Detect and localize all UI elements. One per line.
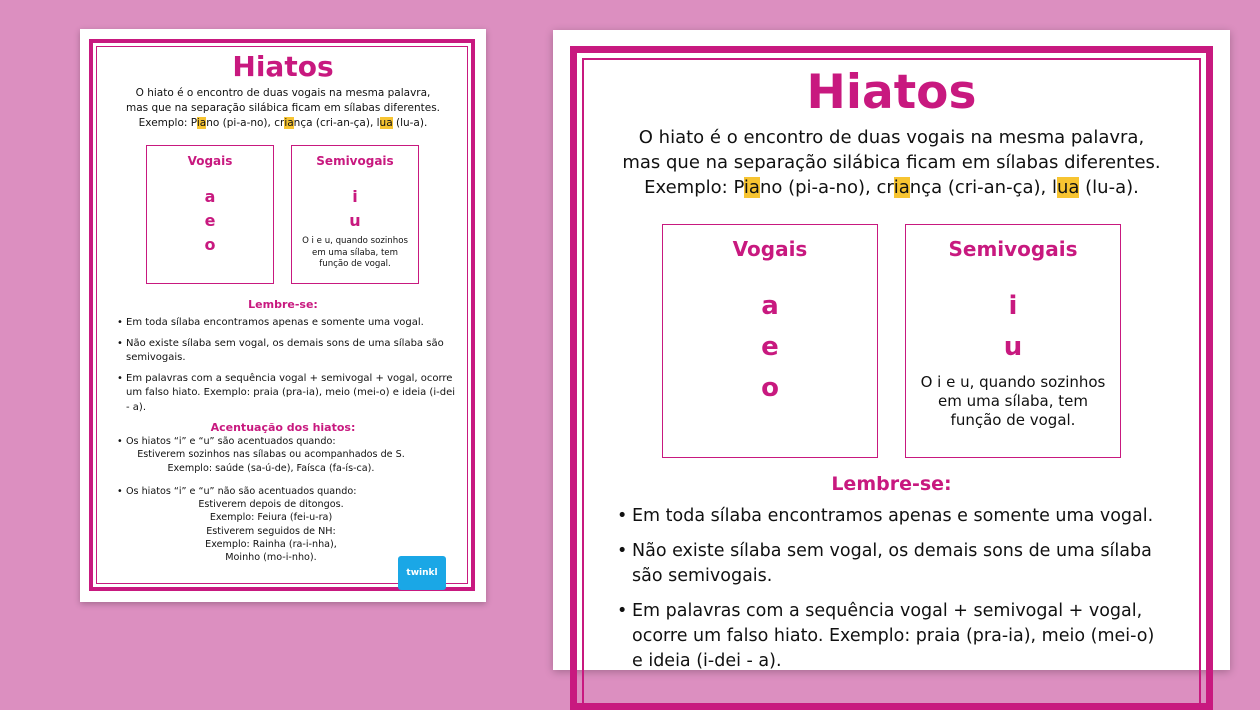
semivogais-letters: i u <box>1003 291 1023 362</box>
semivogais-note: O i e u, quando sozinhos em uma sílaba, tem função de vogal. <box>920 373 1106 429</box>
intro-example: Exemplo: Piano (pi-a-no), criança (cri-an-ça), lua (lu-a). <box>644 177 1139 198</box>
intro-line-2: mas que na separação silábica ficam em sílabas diferentes. <box>125 102 440 114</box>
intro-example: Exemplo: Piano (pi-a-no), criança (cri-an-ça), lua (lu-a). <box>138 117 428 129</box>
intro-line-1: O hiato é o encontro de duas vogais na mesma palavra, <box>638 127 1145 148</box>
vowel-boxes <box>80 145 486 289</box>
list-item: • Em toda sílaba encontramos apenas e somente uma vogal. <box>126 316 456 331</box>
vogais-box <box>662 224 878 458</box>
intro-text <box>553 125 1230 200</box>
poster-thumbnail[interactable] <box>80 29 486 602</box>
list-item: • Em palavras com a sequência vogal + semivogal + vogal, ocorre um falso hiato. Exemplo: praia (pra-ia), meio (mei-o) e ideia (i-dei - a). <box>632 599 1170 674</box>
acentuacao-text: • Os hiatos “i” e “u” são acentuados quando: Estiverem sozinhos nas sílabas ou acompanhados de S. Exemplo: saúde (sa-ú-de), Faísca (fa-ís-ca). • Os hiatos “i” e “u” não são acentuados quando: Estiverem depois de ditongos. Exemplo: Feiura (fei-u-ra) Estiverem seguidos de NH: Exemplo: Rainha (ra-i-nha), Moinho (mo-i-nho). <box>80 435 486 565</box>
vogais-heading: Vogais <box>187 154 233 168</box>
semivogais-note: O i e u, quando sozinhos em uma sílaba, tem função de vogal. <box>302 236 408 269</box>
semivogais-heading: Semivogais <box>948 237 1078 261</box>
highlight: ua <box>379 117 393 129</box>
highlight: ua <box>1056 177 1080 198</box>
semivogais-box <box>291 145 419 284</box>
twinkl-logo: twinkl <box>398 556 446 590</box>
vogais-letters: a e o <box>761 291 779 403</box>
poster-zoomed[interactable] <box>553 30 1230 670</box>
lembre-title: Lembre-se: <box>248 298 318 311</box>
list-item: • Não existe sílaba sem vogal, os demais sons de uma sílaba são semivogais. <box>126 337 456 366</box>
list-item: • Em toda sílaba encontramos apenas e somente uma vogal. <box>632 504 1170 529</box>
intro-line-1: O hiato é o encontro de duas vogais na mesma palavra, <box>135 87 431 99</box>
semivogais-heading: Semivogais <box>316 154 394 168</box>
semivogais-letters: i u <box>349 187 361 230</box>
acentuacao-title: Acentuação dos hiatos: <box>210 421 356 434</box>
lembre-list <box>553 504 1230 674</box>
poster-content <box>80 50 486 565</box>
highlight: ia <box>893 177 910 198</box>
intro-line-2: mas que na separação silábica ficam em sílabas diferentes. <box>622 152 1161 173</box>
poster-content <box>553 64 1230 684</box>
highlight: ia <box>196 117 207 129</box>
vogais-heading: Vogais <box>732 237 808 261</box>
intro-text <box>80 86 486 131</box>
vogais-box <box>146 145 274 284</box>
vowel-boxes <box>553 224 1230 458</box>
lembre-list <box>80 316 486 415</box>
list-item: • Não existe sílaba sem vogal, os demais sons de uma sílaba são semivogais. <box>632 539 1170 589</box>
poster-title: Hiatos <box>806 65 977 120</box>
highlight: ia <box>743 177 760 198</box>
semivogais-box <box>905 224 1121 458</box>
vogais-letters: a e o <box>204 187 216 254</box>
poster-title: Hiatos <box>232 50 334 83</box>
list-item: • Em palavras com a sequência vogal + semivogal + vogal, ocorre um falso hiato. Exemplo: praia (pra-ia), meio (mei-o) e ideia (i-dei - a). <box>126 372 456 416</box>
highlight: ia <box>284 117 294 129</box>
lembre-title: Lembre-se: <box>831 473 952 495</box>
